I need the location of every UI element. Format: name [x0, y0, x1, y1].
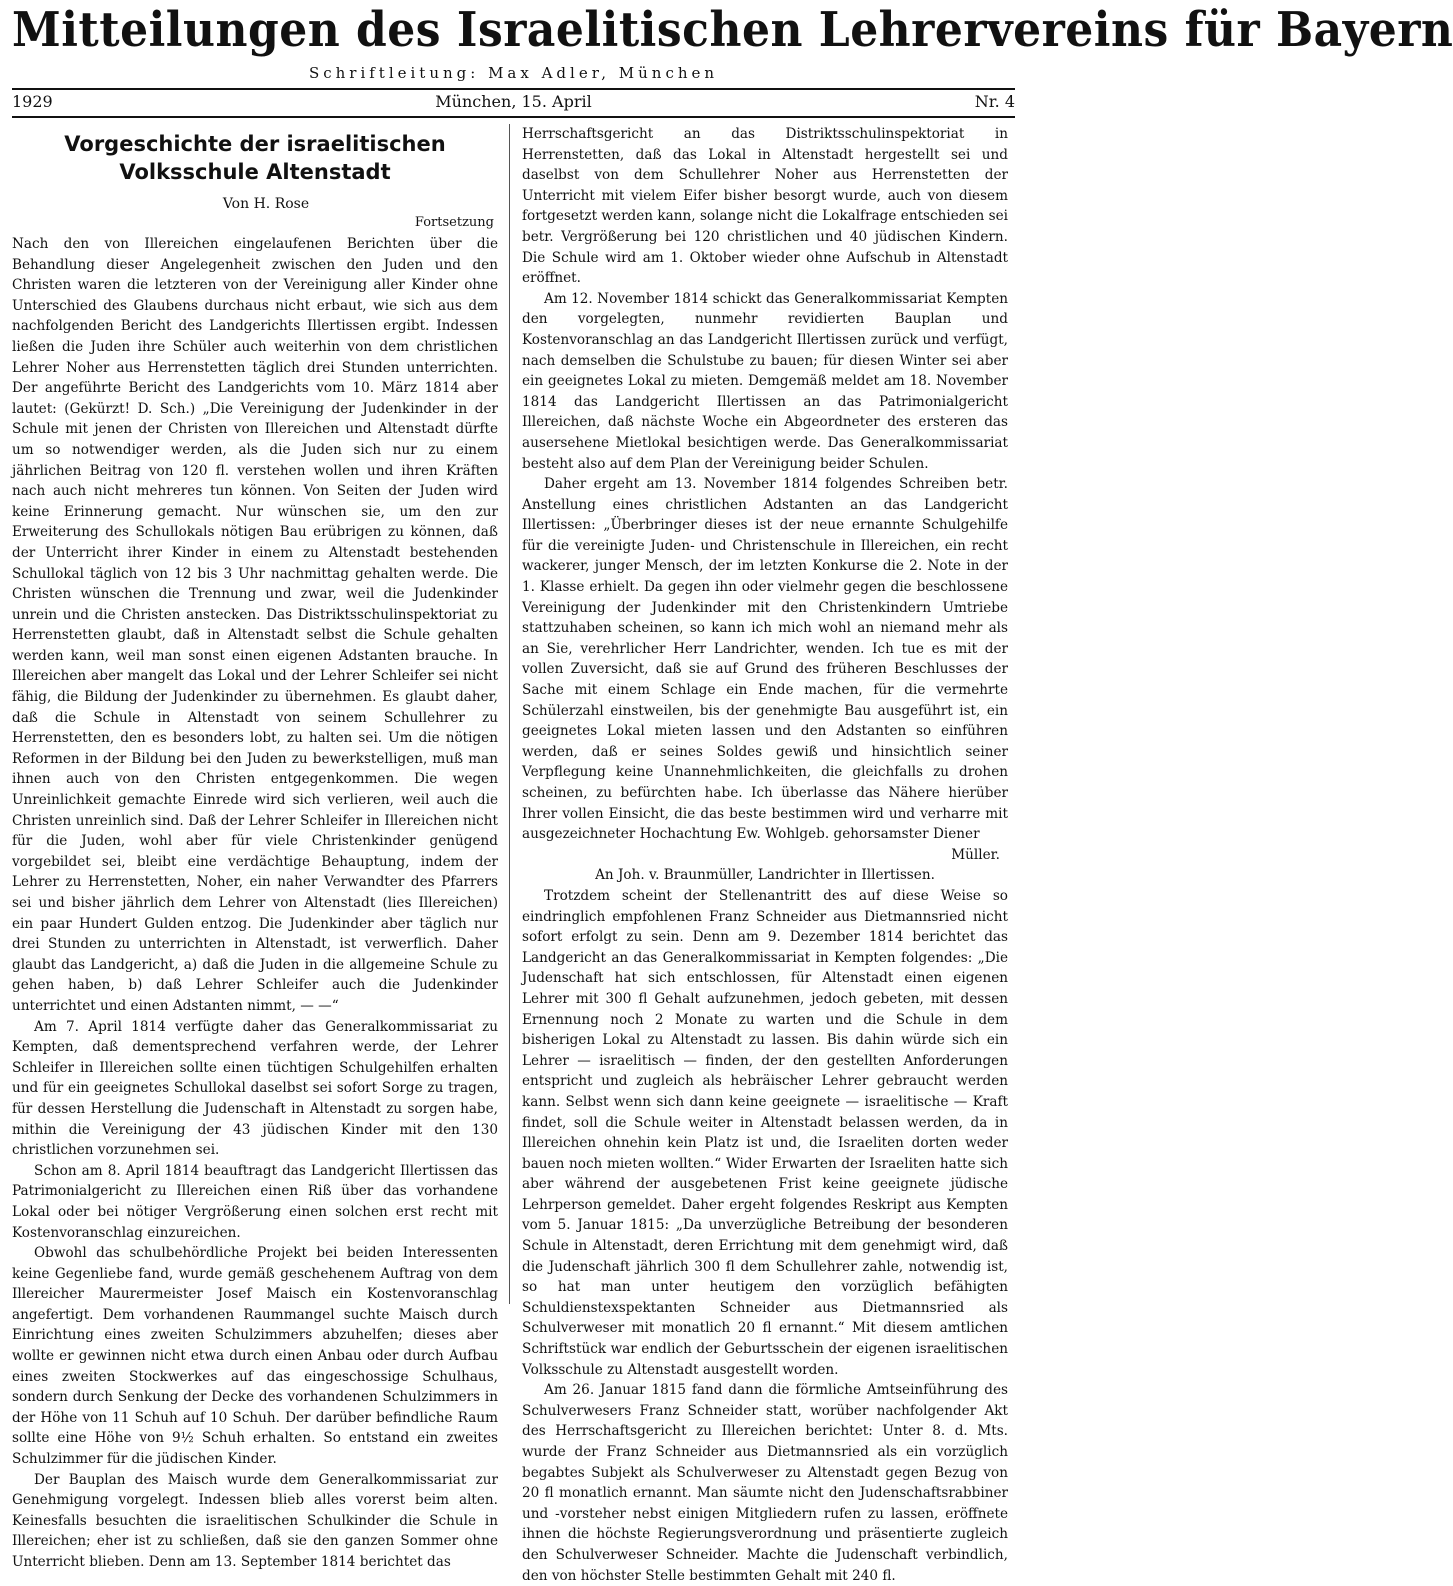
article-byline: Von H. Rose: [222, 196, 310, 212]
addressee: An Joh. v. Braunmüller, Landrichter in Illertissen.: [595, 867, 935, 884]
header-rule-top: [12, 88, 1015, 90]
paragraph: Am 26. Januar 1815 fand dann die förmliche Amtseinführung des Schulverwesers Franz Schneider statt, worüber nachfolgender Akt des Herrschaftsgericht zu Illereichen berichtet: Unter 8. d. Mts. wurde der Franz Schneider aus Dietmannsried als ein vorzüglich begabtes Subjekt als Schulverweser zu Altenstadt gegen Bezug von 20 fl monatlich ernannt. Man säumte nicht den Judenschaftsrabbiner und -vorsteher nebst einigen Mitgliedern rufen zu lassen, eröffnete ihnen die höchste Regierungsverordnung und präsentierte zugleich den Schulverweser Schneider. Machte die Judenschaft verbindlich, den von höchster Stelle bestimmten Gehalt mit 240 fl.: [522, 1382, 1008, 1584]
issue-place-date: München, 15. April: [435, 92, 592, 111]
dateline: [12, 92, 1015, 114]
paragraph: Am 7. April 1814 verfügte daher das Generalkommissariat zu Kempten, daß dementsprechend verfahren werde, der Lehrer Schleifer in Illereichen sollte einen tüchtigen Schulgehilfen erhalten und für ein geeignetes Schullokal daselbst sei sofort Sorge zu tragen, für dessen Herstellung die Judenschaft in Altenstadt zu sorgen habe, mithin die Vereinigung der 43 jüdischen Kinder mit den 130 christlichen vorzunehmen sei.: [12, 1018, 498, 1159]
paragraph: Obwohl das schulbehördliche Projekt bei beiden Interessenten keine Gegenliebe fand, wurde gemäß geschehenem Auftrag von dem Illereicher Maurermeister Josef Maisch ein Kostenvoranschlag angefertigt. Dem vorhandenen Raummangel suchte Maisch durch Einrichtung eines zweiten Schulzimmers abzuhelfen; dieses aber wollte er gewinnen nicht etwa durch einen Anbau oder durch Aufbau eines zweiten Stockwerkes auf das eingeschossige Schulhaus, sondern durch Senkung der Decke des vorhandenen Schulzimmers in der Höhe von 11 Schuh auf 10 Schuh. Der darüber befindliche Raum sollte eine Höhe von 9½ Schuh erhalten. So entstand ein zweites Schulzimmer für die jüdischen Kinder.: [12, 1245, 498, 1468]
issue-year: 1929: [12, 92, 53, 111]
masthead-editor: Schriftleitung: Max Adler, München: [308, 64, 719, 82]
masthead-title: Mitteilungen des Israelitischen Lehrervereins für Bayern: [12, 2, 1453, 59]
continued-note: Fortsetzung: [414, 215, 494, 230]
paragraph: Nach den von Illereichen eingelaufenen Berichten über die Behandlung dieser Angelegenheit zwischen den Juden und den Christen waren die letzteren von der Vereinigung aller Kinder ohne Unterschied des Glaubens durchaus nicht erbaut, wie sich aus dem nachfolgenden Bericht des Landgerichts Illertissen ergibt. Indessen ließen die Juden ihre Schüler auch weiterhin von dem christlichen Lehrer Noher aus Herrenstetten täglich drei Stunden unterrichten. Der angeführte Bericht des Landgerichts vom 10. März 1814 aber lautet: (Gekürzt! D. Sch.) „Die Vereinigung der Judenkinder in der Schule mit jenen der Christen von Illereichen und Altenstadt dürfte um so notwendiger werden, als die Juden sich nur zu einem jährlichen Beitrag von 120 fl. verstehen wollen und ihren Kräften nach auch nicht mehreres tun können. Von Seiten der Juden wird keine Erinnerung gemacht. Nur wünschen sie, um den zur Erweiterung des Schullokals nötigen Bau erübrigen zu können, daß der Unterricht ihrer Kinder in einem zu Altenstadt bestehenden Schullokal täglich von 12 bis 3 Uhr nachmittag gehalten werde. Die Christen wünschen die Trennung und zwar, weil die Judenkinder unrein und die Christen anstecken. Das Distriktsschulinspektoriat zu Herrenstetten glaubt, daß in Altenstadt selbst die Schule gehalten werden kann, weil man sonst einen eigenen Adstanten brauche. In Illereichen aber mangelt das Lokal und der Lehrer Schleifer sei nicht fähig, die Bildung der Judenkinder zu übernehmen. Es glaubt daher, daß die Schule in Altenstadt von seinem Schullehrer zu Herrenstetten, den es besonders lobt, zu halten sei. Um die nötigen Reformen in der Bildung bei den Juden zu bewerkstelligen, muß man ihnen auch von den Christen entgegenkommen. Die wegen Unreinlichkeit gemachte Einrede wird sich verlieren, weil auch die Christen unreinlich sind. Daß der Lehrer Schleifer in Illereichen nicht für die Juden, wohl aber für viele Christenkinder genügend vorgebildet sei, bleibt eine verdächtige Behauptung, indem der Lehrer zu Herrenstetten, Noher, ein naher Verwandter des Pfarrers sei und bisher jährlich dem Lehrer von Altenstadt (lies Illereichen) ein paar Hundert Gulden entzog. Die Judenkinder aber täglich nur drei Stunden zu unterrichten in Altenstadt, ist verwerflich. Daher glaubt das Landgericht, a) daß die Juden in die allgemeine Schule zu gehen haben, b) daß Lehrer Schleifer auch die Judenkinder unterrichtet und einen Adstanten nimmt, — —“: [12, 236, 498, 1014]
article-title: Vorgeschichte der israelitischen Volksschule Altenstadt: [64, 132, 446, 184]
paragraph: Herrschaftsgericht an das Distriktsschulinspektoriat in Herrenstetten, daß das Lokal in Altenstadt hergestellt sei und daselbst von dem Schullehrer Noher aus Herrenstetten der Unterricht mit vielem Eifer bisher besorgt wurde, auch von diesem fortgesetzt werden kann, solange nicht die Lokalfrage entschieden sei betr. Vergrößerung bei 120 christlichen und 40 jüdischen Kindern. Die Schule wird am 1. Oktober wieder ohne Aufschub in Altenstadt eröffnet.: [522, 126, 1008, 287]
signature: Müller.: [951, 846, 1000, 863]
paragraph: Daher ergeht am 13. November 1814 folgendes Schreiben betr. Anstellung eines christlichen Adstanten an das Landgericht Illertissen: „Überbringer dieses ist der neue ernannte Schulgehilfe für die vereinigte Juden- und Christenschule in Illereichen, ein recht wackerer, junger Mensch, der im letzten Konkurse die 2. Note in der 1. Klasse erhielt. Da gegen ihn oder vielmehr gegen die beschlossene Vereinigung der Judenkinder mit den Christenkindern Umtriebe stattzuhaben scheinen, so kann ich mich wohl an niemand mehr als an Sie, verehrlicher Herr Landrichter, wenden. Ich tue es mit der vollen Zuversicht, daß sie auf Grund des früheren Beschlusses der Sache mit einem Schlage ein Ende machen, für die vermehrte Schülerzahl einstweilen, bis der genehmigte Bau ausgeführt ist, ein geeignetes Lokal mieten lassen und den Adstanten so einführen werden, daß er seines Soldes gewiß und hinsichtlich seiner Verpflegung keine Unannehmlichkeiten, die gleichfalls zu drohen scheinen, zu befürchten habe. Ich überlasse das Nähere hierüber Ihrer vollen Einsicht, die das beste bestimmen wird und verharre mit ausgezeichneter Hochachtung Ew. Wohlgeb. gehorsamster Diener: [522, 476, 1008, 843]
paragraph: Der Bauplan des Maisch wurde dem Generalkommissariat zur Genehmigung vorgelegt. Indessen blieb alles vorerst beim alten. Keinesfalls besuchten die israelitischen Schulkinder die Schule in Illereichen; eher ist zu schließen, daß sie den ganzen Sommer ohne Unterricht blieben. Denn am 13. September 1814 berichtet das: [12, 1471, 498, 1570]
paragraph: Am 12. November 1814 schickt das Generalkommissariat Kempten den vorgelegten, nunmehr revidierten Bauplan und Kostenvoranschlag an das Landgericht Illertissen zurück und verfügt, nach demselben die Schulstube zu bauen; für diesen Winter sei aber ein geeignetes Lokal zu mieten. Demgemäß meldet am 18. November 1814 das Landgericht Illertissen an das Patrimonialgericht Illereichen, daß nächste Woche ein Abgeordneter des ersteren das ausersehene Mietlokal besichtigen werde. Das Generalkommissariat besteht also auf dem Plan der Vereinigung beider Schulen.: [522, 290, 1008, 472]
paragraph: Schon am 8. April 1814 beauftragt das Landgericht Illertissen das Patrimonialgericht zu Illereichen einen Riß über das vorhandene Lokal oder bei nötiger Vergrößerung einen solchen erst recht mit Kostenvoranschlag einzureichen.: [12, 1162, 498, 1241]
right-column: [522, 124, 1008, 1584]
issue-number: Nr. 4: [974, 92, 1015, 111]
column-divider: [509, 124, 510, 1304]
paragraph: Trotzdem scheint der Stellenantritt des auf diese Weise so eindringlich empfohlenen Franz Schneider aus Dietmannsried nicht sofort erfolgt zu sein. Denn am 9. Dezember 1814 berichtet das Landgericht an das Generalkommissariat in Kempten folgendes: „Die Judenschaft hat sich entschlossen, für Altenstadt einen eigenen Lehrer mit 300 fl Gehalt aufzunehmen, jedoch gebeten, mit dessen Ernennung noch 2 Monate zu warten und die Schule in dem bisherigen Lokal zu Altenstadt zu lassen. Bis dahin würde sich ein Lehrer — israelitisch — finden, der den gestellten Anforderungen entspricht und zugleich als hebräischer Lehrer gebraucht werden kann. Selbst wenn sich dann keine geeignete — israelitische — Kraft findet, soll die Schule weiter in Altenstadt belassen werden, da in Illereichen ohnehin kein Platz ist und, die Israeliten dorten weder bauen noch mieten wollten.“ Wider Erwarten der Israeliten hatte sich aber während der ausgebetenen Frist keine geeignete jüdische Lehrperson gemeldet. Daher ergeht folgendes Reskript aus Kempten vom 5. Januar 1815: „Da unverzügliche Betreibung der besonderen Schule in Altenstadt, deren Errichtung mit dem genehmigt wird, daß die Judenschaft jährlich 300 fl dem Schullehrer zahle, notwendig ist, so hat man unter heutigem den vorzüglich befähigten Schuldienstexspektanten Schneider aus Dietmannsried als Schulverweser mit monatlich 20 fl ernannt.“ Mit diesem amtlichen Schriftstück war endlich der Geburtsschein der eigenen israelitischen Volksschule zu Altenstadt ausgestellt worden.: [522, 887, 1008, 1378]
header-rule-bottom: [12, 116, 1015, 118]
left-column: [12, 124, 498, 1570]
